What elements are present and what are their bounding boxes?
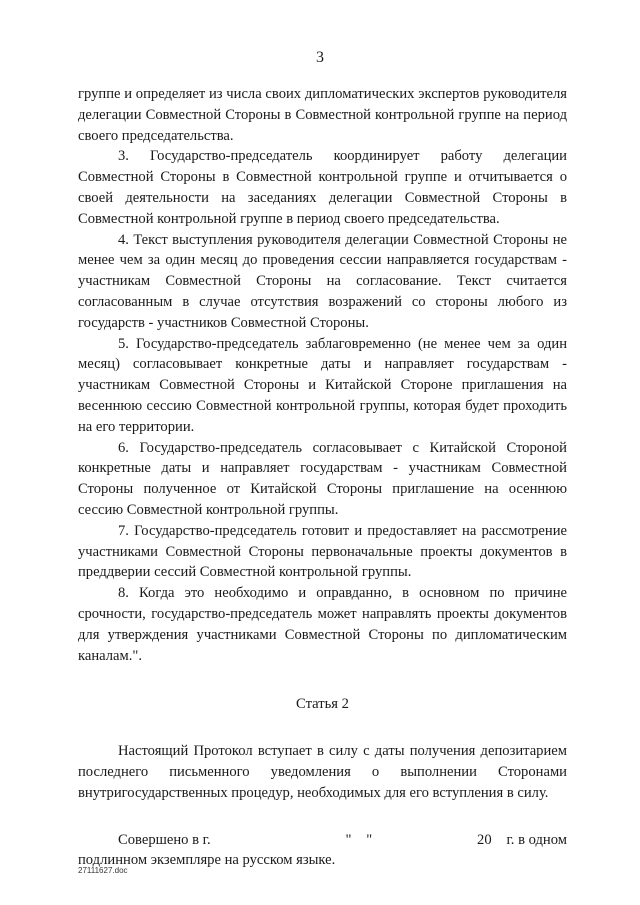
article-heading: Статья 2 bbox=[296, 696, 349, 713]
footer-file-code: 27111627.doc bbox=[78, 866, 128, 875]
article-2-text: Настоящий Протокол вступает в силу с даты получения депозитарием последнего письменного уведомления о выполнении Сторонами внутригосударственных процедур, необходимых для его вступления в силу. bbox=[78, 743, 567, 801]
document-body bbox=[78, 84, 567, 871]
paragraph-8: 8. Когда это необходимо и оправданно, в основном по причине срочности, государство-председатель может направлять проекты документов для утверждения участниками Совместной Стороны по дипломатическим каналам.". bbox=[78, 585, 567, 664]
paragraph-3: 3. Государство-председатель координирует работу делегации Совместной Стороны в Совместной контрольной группе и отчитывается о своей деятельности на заседаниях делегации Совместной Стороны в Совместной контрольной группе в период своего председательства. bbox=[78, 148, 567, 227]
paragraph-7: 7. Государство-председатель готовит и предоставляет на рассмотрение участниками Совместной Стороны первоначальные проекты документов в преддверии сессий Совместной контрольной группы. bbox=[78, 522, 567, 581]
signing-line bbox=[78, 830, 567, 851]
paragraph-6: 6. Государство-председатель согласовывает с Китайской Стороной конкретные даты и направляет государствам - участникам Совместной Стороны полученное от Китайской Стороны приглашение на осеннюю сессию Совместной контрольной группы. bbox=[78, 439, 567, 518]
signing-quote-open: " bbox=[345, 831, 352, 848]
signing-continuation: подлинном экземпляре на русском языке. bbox=[78, 852, 336, 869]
paragraph-5: 5. Государство-председатель заблаговременно (не менее чем за один месяц) согласовывает конкретные даты и направляет государствам - участникам Совместной Стороны и Китайской Стороне приглашения на весеннюю сессию Совместной контрольной группы, которая будет проходить на его территории. bbox=[78, 335, 567, 435]
paragraph-4: 4. Текст выступления руководителя делегации Совместной Стороны не менее чем за один месяц до проведения сессии направляется государствам - участникам Совместной Стороны на согласование. Текст считается согласованным в случае отсутствия возражений со стороны любого из государств - участников Совместной Стороны. bbox=[78, 231, 567, 331]
signing-quote-close: " bbox=[366, 831, 373, 848]
signing-year-prefix: 20 bbox=[477, 831, 492, 848]
paragraph-continuation: группе и определяет из числа своих дипломатических экспертов руководителя делегации Совместной Стороны в Совместной контрольной группе на период своего председательства. bbox=[78, 86, 567, 144]
signing-year-suffix: г. в одном bbox=[506, 831, 567, 848]
signing-place: Совершено в г. bbox=[118, 831, 211, 848]
page-number: 3 bbox=[316, 49, 324, 66]
